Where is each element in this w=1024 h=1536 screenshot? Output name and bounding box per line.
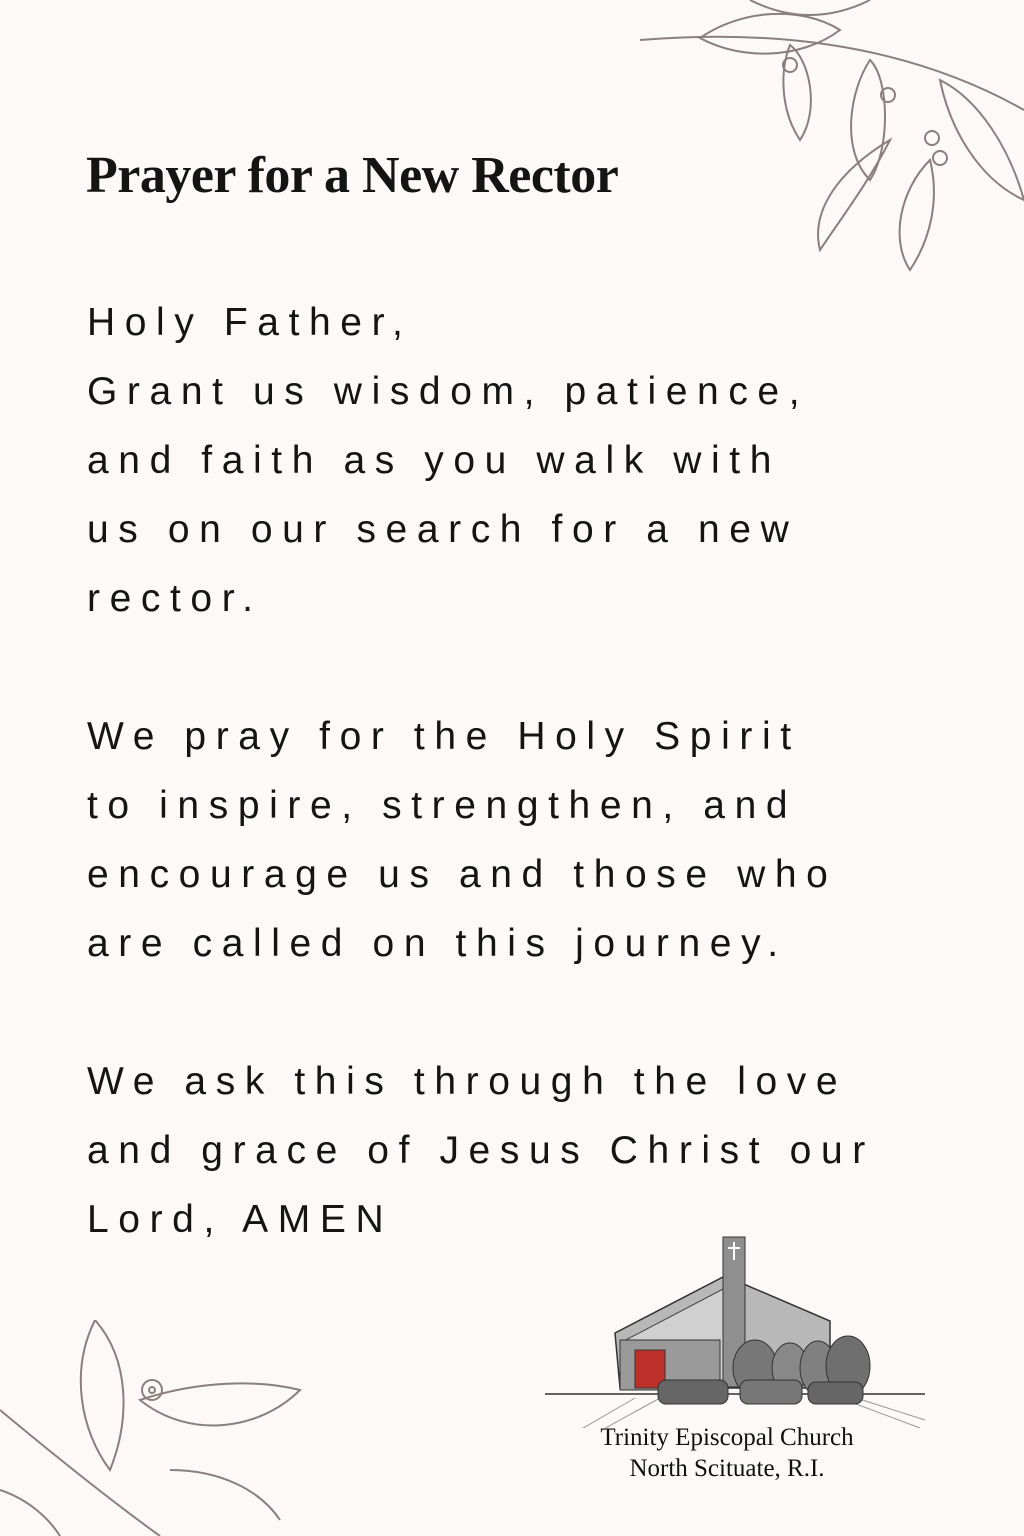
leaf-decoration-top-right	[640, 0, 1024, 280]
paragraph-1	[87, 288, 875, 633]
leaf-decoration-bottom-left	[0, 1320, 310, 1536]
church-illustration	[540, 1228, 930, 1428]
prayer-line: to inspire, strengthen, and	[87, 784, 798, 827]
prayer-line: We ask this through the love	[87, 1060, 848, 1103]
prayer-line: We pray for the Holy Spirit	[87, 715, 801, 758]
prayer-line: Grant us wisdom, patience,	[87, 370, 810, 413]
prayer-text	[87, 288, 875, 1254]
prayer-line: and faith as you walk with	[87, 439, 782, 482]
prayer-line: us on our search for a new	[87, 508, 799, 551]
prayer-line: rector.	[87, 577, 263, 620]
paragraph-2	[87, 702, 875, 978]
prayer-line: Holy Father,	[87, 301, 413, 344]
page-title: Prayer for a New Rector	[86, 147, 619, 204]
prayer-line: Lord, AMEN	[87, 1198, 394, 1241]
church-caption	[540, 1422, 914, 1484]
prayer-line: and grace of Jesus Christ our	[87, 1129, 875, 1172]
church-location: North Scituate, R.I.	[629, 1455, 825, 1482]
prayer-line: encourage us and those who	[87, 853, 838, 896]
church-name: Trinity Episcopal Church	[600, 1424, 854, 1451]
prayer-line: are called on this journey.	[87, 922, 788, 965]
paragraph-3	[87, 1047, 875, 1254]
